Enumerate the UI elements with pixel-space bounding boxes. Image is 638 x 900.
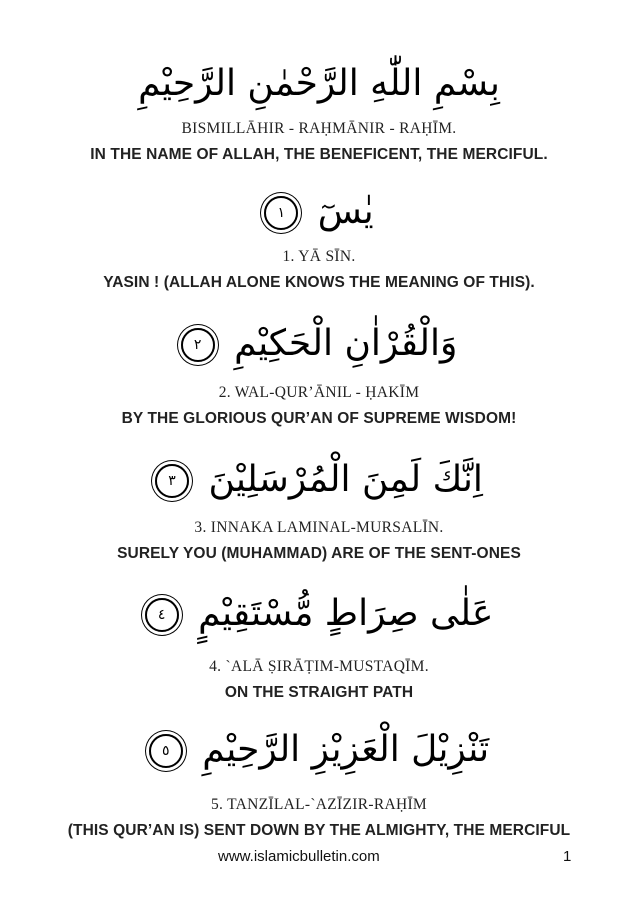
verse-4-translation: ON THE STRAIGHT PATH bbox=[224, 684, 414, 701]
verse-1-transliteration: 1. YĀ SĪN. bbox=[282, 248, 356, 265]
verse-1-arabic bbox=[0, 190, 638, 234]
page-number: 1 bbox=[563, 848, 572, 865]
verse-2-arabic bbox=[0, 322, 638, 366]
verse-1-translation: YASIN ! (ALLAH ALONE KNOWS THE MEANING OF THIS). bbox=[103, 274, 535, 291]
basmala-arabic-text: بِسْمِ اللّٰهِ الرَّحْمٰنِ الرَّحِيْمِ bbox=[138, 63, 500, 104]
ayah-marker-icon: ١ bbox=[264, 196, 298, 230]
verse-4-arabic bbox=[0, 592, 638, 636]
verse-4-arabic-text: عَلٰى صِرَاطٍ مُّسْتَقِيْمٍ bbox=[198, 593, 494, 634]
verse-5-arabic bbox=[0, 728, 638, 772]
verse-5-transliteration: 5. TANZĪLAL-`AZĪZIR-RAḤĪM bbox=[210, 796, 428, 813]
verse-2-arabic-text: وَالْقُرْاٰنِ الْحَكِيْمِ bbox=[234, 323, 458, 364]
basmala-arabic bbox=[0, 62, 638, 106]
verse-3-arabic bbox=[0, 458, 638, 502]
ayah-marker-icon: ٢ bbox=[181, 328, 215, 362]
verse-2-translation: BY THE GLORIOUS QUR’AN OF SUPREME WISDOM! bbox=[121, 410, 517, 427]
basmala-transliteration: BISMILLĀHIR - RAḤMĀNIR - RAḤĪM. bbox=[181, 120, 457, 137]
verse-2-transliteration: 2. WAL-QUR’ĀNIL - ḤAKĪM bbox=[218, 384, 420, 401]
footer-website-url: www.islamicbulletin.com bbox=[218, 848, 380, 865]
ayah-marker-icon: ٣ bbox=[155, 464, 189, 498]
ayah-marker-icon: ٥ bbox=[149, 734, 183, 768]
basmala-translation: IN THE NAME OF ALLAH, THE BENEFICENT, THE MERCIFUL. bbox=[90, 146, 548, 163]
verse-3-translation: SURELY YOU (MUHAMMAD) ARE OF THE SENT-ONES bbox=[117, 545, 521, 562]
verse-3-arabic-text: اِنَّكَ لَمِنَ الْمُرْسَلِيْنَ bbox=[208, 459, 483, 500]
verse-1-arabic-text: يٰسٓ bbox=[317, 191, 374, 232]
verse-5-arabic-text: تَنْزِيْلَ الْعَزِيْزِ الرَّحِيْمِ bbox=[202, 729, 490, 770]
verse-3-transliteration: 3. INNAKA LAMINAL-MURSALĪN. bbox=[194, 519, 444, 536]
verse-5-translation: (THIS QUR’AN IS) SENT DOWN BY THE ALMIGHTY, THE MERCIFUL bbox=[67, 822, 571, 839]
verse-4-transliteration: 4. `ALĀ ṢIRĀṬIM-MUSTAQĪM. bbox=[209, 658, 429, 675]
ayah-marker-icon: ٤ bbox=[145, 598, 179, 632]
